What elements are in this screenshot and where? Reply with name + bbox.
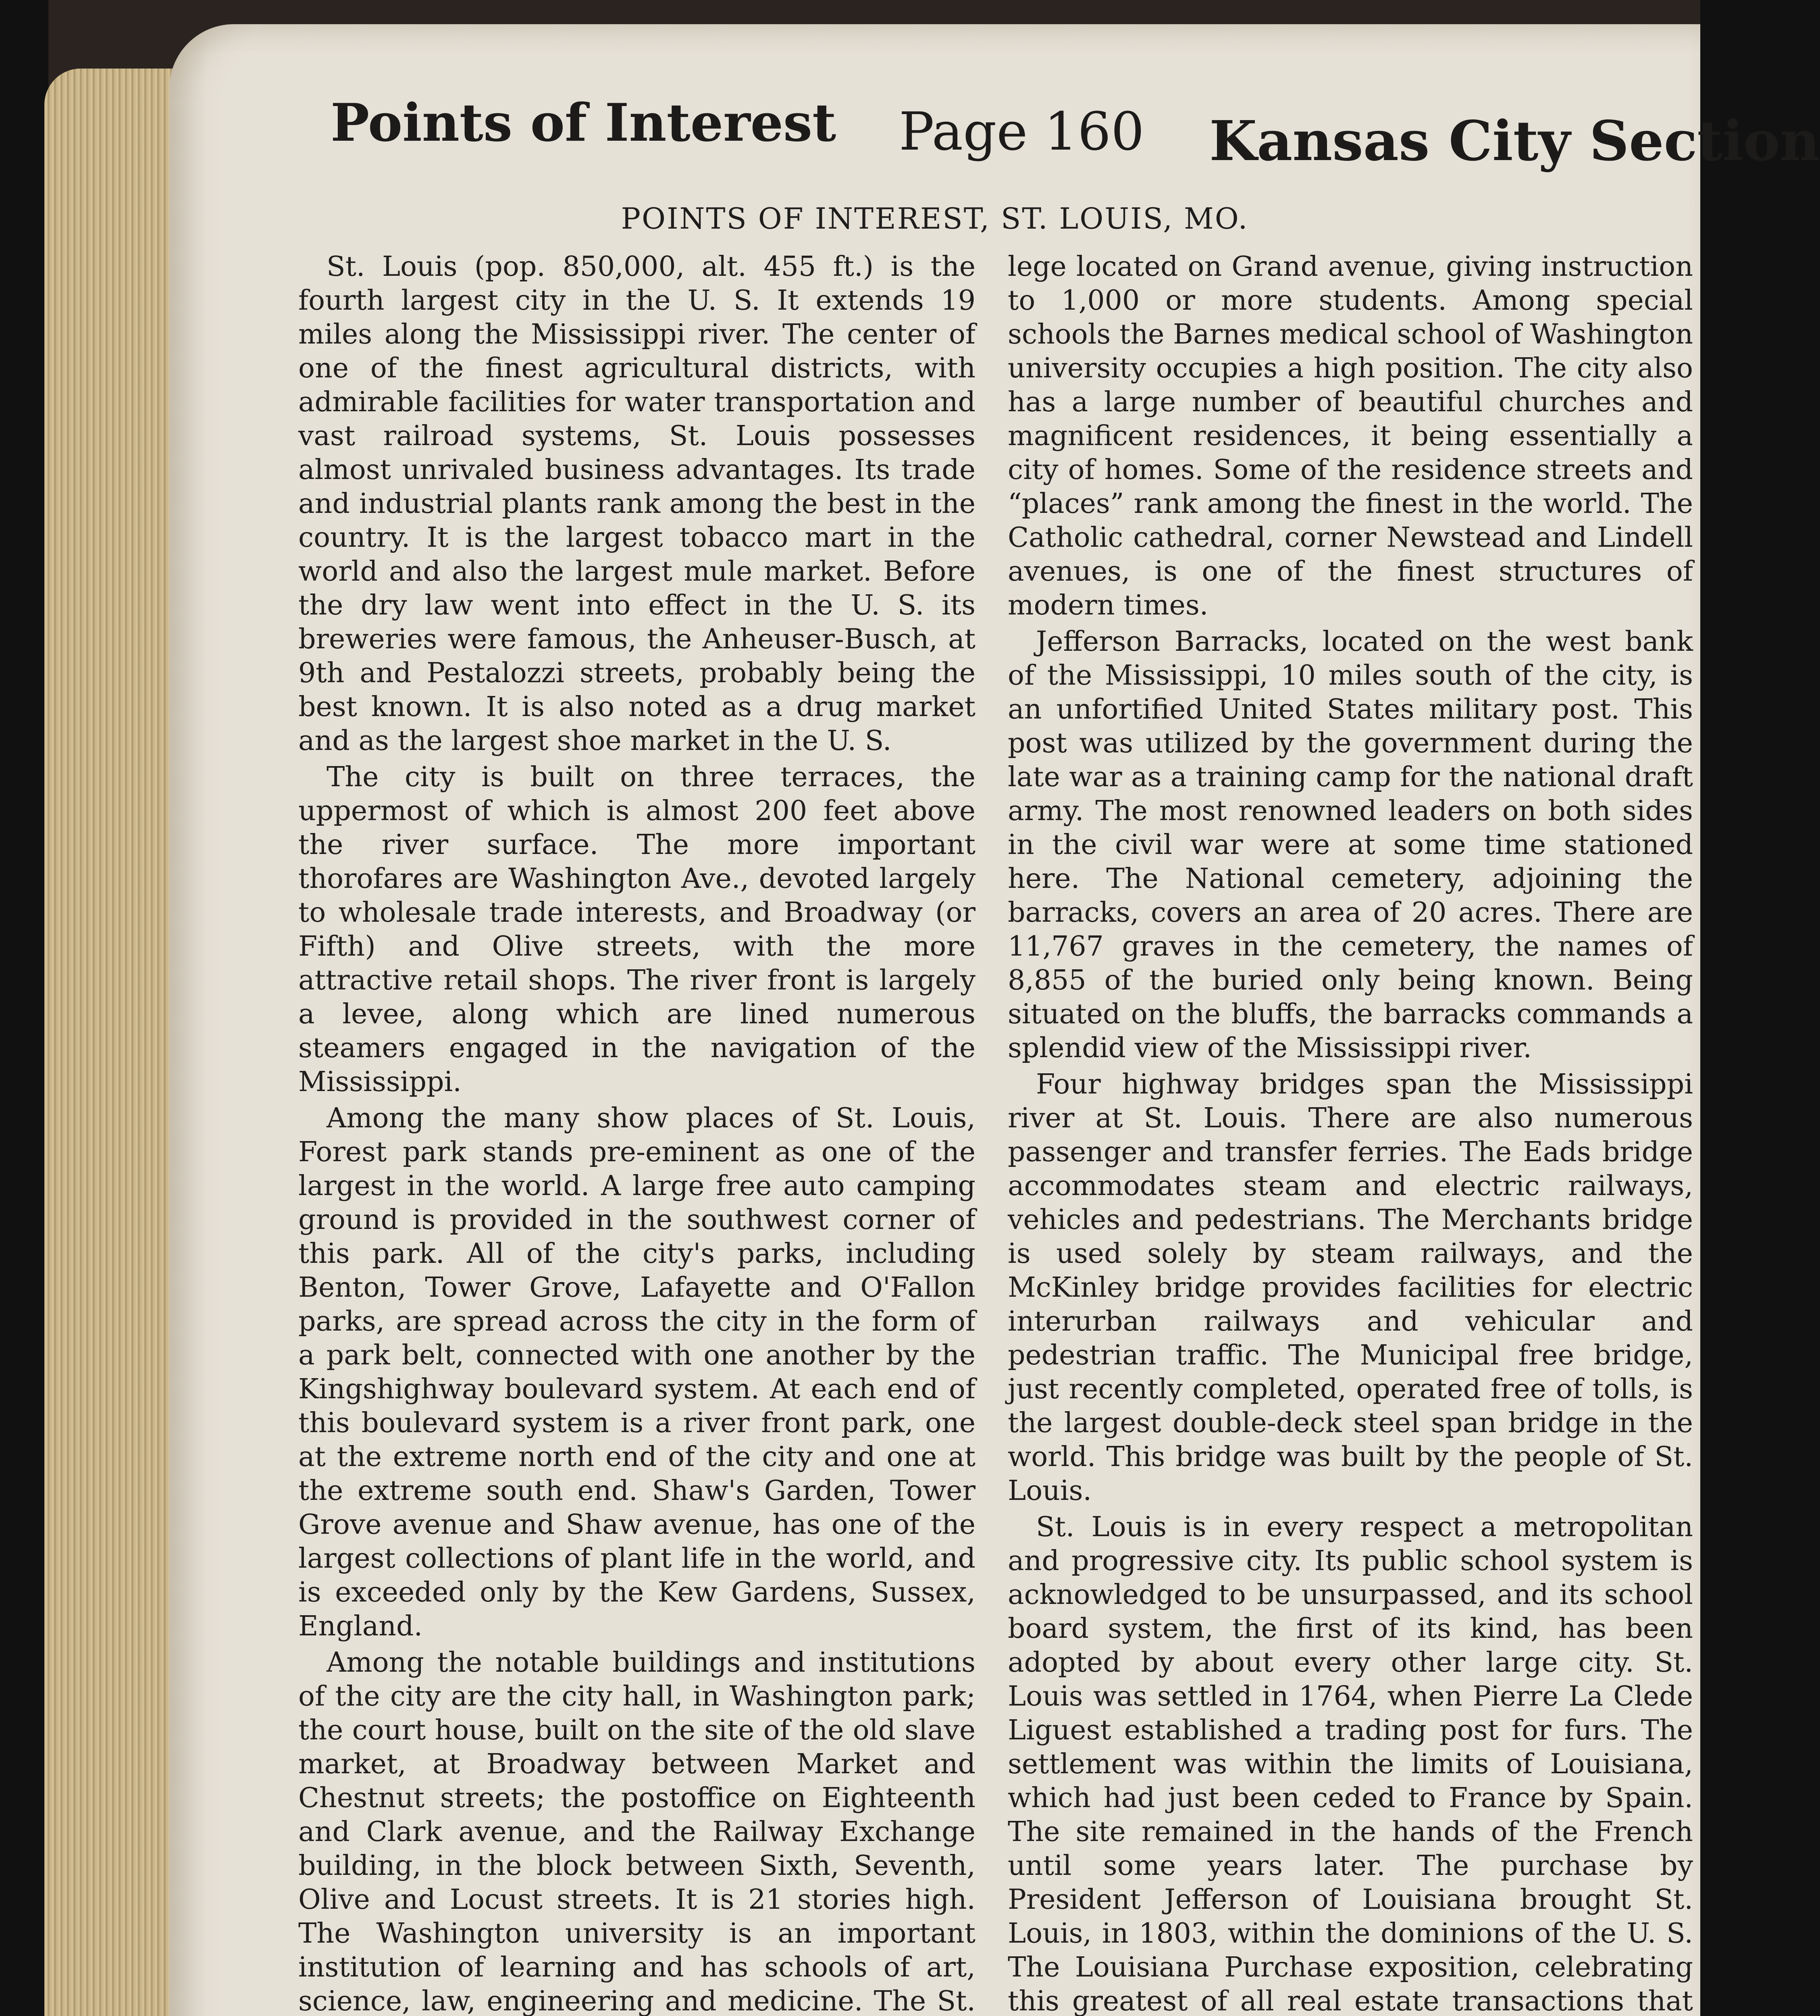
paragraph: Four highway bridges span the Mississippi river at St. Louis. There are also numerous passenger and transfer ferries. The Eads bridge accommodates steam and electric railways, vehicles and pedestrians. The Merchants bridge is used solely by steam railways, and the McKinley bridge provides facilities for electric interurban railways and vehicular and pedestrian traffic. The Municipal free bridge, just recently completed, operated free of tolls, is the largest double-deck steel span bridge in the world. This bridge was built by the people of St. Louis. bbox=[1008, 1068, 1693, 1507]
paragraph: St. Louis is in every respect a metropolitan and progressive city. Its public school system is acknowledged to be unsurpassed, and its school board system, the first of its kind, has been adopted by about every other large city. St. Louis was settled in 1764, when Pierre La Clede Liguest established a trading post for furs. The settlement was within the limits of Louisiana, which had just been ceded to France by Spain. The site remained in the hands of the French until some years later. The purchase by President Jefferson of Louisiana brought St. Louis, in 1803, within the dominions of the U. S. The Louisiana Purchase exposition, celebrating this greatest of all real estate transactions that bbox=[1008, 1511, 1693, 2016]
section-title-st-louis: POINTS OF INTEREST, ST. LOUIS, MO. bbox=[621, 202, 1249, 235]
page-number: Page 160 bbox=[899, 101, 1144, 162]
paragraph: Among the notable buildings and institutions of the city are the city hall, in Washington park; the court house, built on the site of the old slave market, at Broadway between Market and Chestnut streets; the postoffice on Eighteenth and Clark avenue, and the Railway Exchange building, in the block between Sixth, Seventh, Olive and Locust streets. It is 21 stories high. The Washington university is an important institution of learning and has schools of art, science, law, engineering and medicine. The St. bbox=[298, 1647, 976, 2016]
paragraph: Jefferson Barracks, located on the west bank of the Mississippi, 10 miles south of the city, is an unfortified United States military post. This post was utilized by the government during the late war as a training camp for the national draft army. The most renowned leaders on both sides in the civil war were at some time stationed here. The National cemetery, adjoining the barracks, covers an area of 20 acres. There are 11,767 graves in the cemetery, the names of 8,855 of the buried only being known. Being situated on the bluffs, the barracks commands a splendid view of the Mississippi river. bbox=[1008, 626, 1693, 1064]
running-head-title: Kansas City Section bbox=[1209, 109, 1820, 173]
running-head bbox=[169, 93, 1820, 173]
paragraph: Among the many show places of St. Louis, Forest park stands pre-eminent as one of the largest in the world. A large free auto camping ground is provided in the southwest corner of this park. All of the city's parks, including Benton, Tower Grove, Lafayette and O'Fallon parks, are spread across the city in the form of a park belt, connected with one another by the Kingshighway boulevard system. At each end of this boulevard system is a river front park, one at the extreme north end of the city and one at the extreme south end. Shaw's Garden, Tower Grove avenue and Shaw avenue, has one of the largest collections of plant life in the world, and is exceeded only by the Kew Gardens, Sussex, England. bbox=[298, 1102, 976, 1642]
running-head-section: Points of Interest bbox=[331, 93, 836, 153]
paragraph: St. Louis (pop. 850,000, alt. 455 ft.) is the fourth largest city in the U. S. It extends 19 miles along the Mississippi river. The center of one of the finest agricultural districts, with admirable facilities for water transportation and vast railroad systems, St. Louis possesses almost unrivaled business advantages. Its trade and industrial plants rank among the best in the country. It is the largest tobacco mart in the world and also the largest mule market. Before the dry law went into effect in the U. S. its breweries were famous, the Anheuser-Busch, at 9th and Pestalozzi streets, probably being the best known. It is also noted as a drug market and as the largest shoe market in the U. S. bbox=[298, 251, 976, 757]
st-louis-left-column bbox=[298, 250, 976, 2016]
book-page bbox=[169, 24, 1820, 2016]
paragraph: The city is built on three terraces, the uppermost of which is almost 200 feet above the river surface. The more important thorofares are Washington Ave., devoted largely to wholesale trade interests, and Broadway (or Fifth) and Olive streets, with the more attractive retail shops. The river front is largely a levee, along which are lined numerous steamers engaged in the navigation of the Mississippi. bbox=[298, 761, 976, 1098]
st-louis-right-column bbox=[1008, 250, 1693, 2016]
paragraph: lege located on Grand avenue, giving instruction to 1,000 or more students. Among special schools the Barnes medical school of Washington university occupies a high position. The city also has a large number of beautiful churches and magnificent residences, it being essentially a city of homes. Some of the residence streets and “places” rank among the finest in the world. The Catholic cathedral, corner Newstead and Lindell avenues, is one of the finest structures of modern times. bbox=[1008, 251, 1693, 621]
